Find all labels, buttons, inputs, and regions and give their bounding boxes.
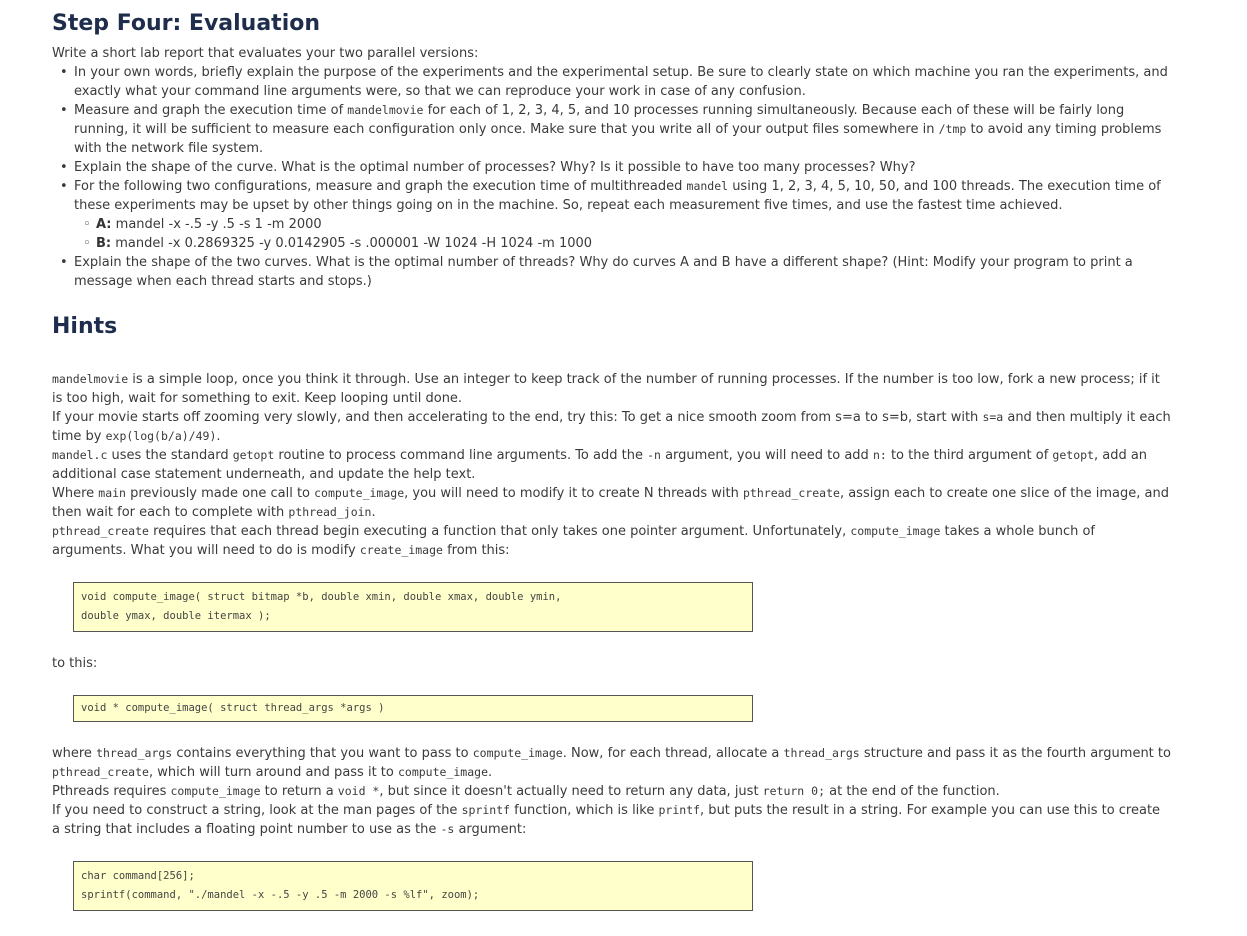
text: For the following two configurations, measure and graph the execution time of multithreaded [74, 179, 687, 194]
config-list [74, 215, 1172, 253]
text: at the end of the function. [825, 784, 1000, 799]
hint-paragraph [52, 782, 1172, 801]
inline-code: void * [337, 784, 380, 798]
inline-code: main [98, 486, 126, 500]
text: using 1, 2, 3, 4, 5, 10, 50, and 100 threads. The execution time of these experiments may be upset by other things going on in the machine. So, repeat each measurement five times, and use the fastest time achieved. [74, 179, 1161, 213]
config-label: B: [96, 236, 112, 251]
list-item [74, 177, 1172, 253]
hint-paragraph [52, 801, 1172, 839]
text: , add an additional case statement underneath, and update the help text. [52, 448, 1148, 482]
text: , which will turn around and pass it to [148, 765, 398, 780]
text: . Now, for each thread, allocate a [562, 746, 784, 761]
text: for each of 1, 2, 3, 4, 5, and 10 processes running simultaneously. Because each of these will be fairly long running, it will be sufficient to measure each configuration only once. Make sure that you write all of your output files somewhere in [74, 103, 1125, 137]
text: structure and pass it as the fourth argument to [859, 746, 1171, 761]
text: , but since it doesn't actually need to return any data, just [379, 784, 763, 799]
text: function, which is like [510, 803, 659, 818]
config-command: mandel -x 0.2869325 -y 0.0142905 -s .000001 -W 1024 -H 1024 -m 1000 [115, 236, 593, 251]
inline-code: -n [647, 448, 661, 462]
code-block-original-signature: void compute_image( struct bitmap *b, double xmin, double xmax, double ymin, double ymax, double itermax ); [73, 582, 753, 632]
text: uses the standard [107, 448, 233, 463]
inline-code: getopt [232, 448, 275, 462]
config-item-b [96, 234, 1172, 253]
inline-code: return 0; [762, 784, 825, 798]
text: where [52, 746, 97, 761]
code-block-new-signature: void * compute_image( struct thread_args *args ) [73, 695, 753, 722]
list-item [74, 101, 1172, 158]
text: . [371, 505, 376, 520]
inline-code: pthread_create [743, 486, 840, 500]
text: If you need to construct a string, look at the man pages of the [52, 803, 462, 818]
inline-code: compute_image [850, 524, 941, 538]
inline-code: thread_args [783, 746, 860, 760]
hint-paragraph [52, 522, 1172, 560]
inline-code: n: [872, 448, 887, 462]
eval-intro: Write a short lab report that evaluates your two parallel versions: [52, 46, 479, 61]
text: to avoid any timing problems with the network file system. [74, 122, 1162, 156]
list-item [74, 63, 1172, 101]
hint-paragraph [52, 446, 1172, 484]
inline-code: pthread_join [288, 505, 372, 519]
inline-code: pthread_create [52, 524, 149, 538]
text: to return a [260, 784, 338, 799]
inline-code: compute_image [397, 765, 488, 779]
text: Where [52, 486, 99, 501]
text: Explain the shape of the curve. What is the optimal number of processes? Why? Is it possible to have too many processes? Why? [74, 160, 916, 175]
text: routine to process command line arguments. To add the [274, 448, 648, 463]
list-item [74, 253, 1172, 291]
inline-code: sprintf [461, 803, 511, 817]
inline-code: pthread_create [52, 765, 149, 779]
text: requires that each thread begin executing a function that only takes one pointer argument. Unfortunately, [148, 524, 851, 539]
section-title-hints: Hints [52, 314, 118, 339]
text: , you will need to modify it to create N threads with [404, 486, 743, 501]
list-item [74, 158, 1172, 177]
hint-paragraph [52, 370, 1172, 408]
text: Explain the shape of the two curves. What is the optimal number of threads? Why do curves A and B have a different shape? (Hint: Modify your program to print a message when each thread starts and stops.) [74, 255, 1133, 289]
inline-code: mandel [686, 179, 729, 193]
text: takes a whole bunch of arguments. What you will need to do is modify [52, 524, 1096, 558]
config-item-a [96, 215, 1172, 234]
text: argument, you will need to add [660, 448, 873, 463]
inline-code: thread_args [96, 746, 173, 760]
inline-code: s=a [982, 410, 1004, 424]
text: from this: [442, 543, 510, 558]
text: to the third argument of [886, 448, 1053, 463]
code-block-sprintf-example: char command[256]; sprintf(command, "./mandel -x -.5 -y .5 -m 2000 -s %lf", zoom); [73, 861, 753, 911]
text: Pthreads requires [52, 784, 171, 799]
text: , assign each to create one slice of the image, and then wait for each to complete with [52, 486, 1169, 520]
text: and then multiply it each time by [52, 410, 1171, 444]
inline-code: /tmp [938, 122, 967, 136]
inline-code: mandel.c [52, 448, 108, 462]
inline-code: getopt [1052, 448, 1094, 462]
inline-code: mandelmovie [347, 103, 424, 117]
text: argument: [454, 822, 527, 837]
text: is a simple loop, once you think it through. Use an integer to keep track of the number of running processes. If the number is too low, fork a new process; if it is too high, wait for something to exit. Keep looping until done. [52, 372, 1160, 406]
section-title-evaluation: Step Four: Evaluation [52, 11, 321, 36]
inline-code: compute_image [314, 486, 405, 500]
inline-code: printf [658, 803, 701, 817]
text: If your movie starts off zooming very slowly, and then accelerating to the end, try this: To get a nice smooth zoom from s=a to s=b, start with [52, 410, 983, 425]
text: contains everything that you want to pass to [172, 746, 473, 761]
text: . [488, 765, 493, 780]
text: Measure and graph the execution time of [74, 103, 348, 118]
inline-code: create_image [359, 543, 443, 557]
text: previously made one call to [125, 486, 315, 501]
text: , but puts the result in a string. For example you can use this to create a string that includes a floating point number to use as the [52, 803, 1161, 837]
inline-code: compute_image [472, 746, 563, 760]
text: In your own words, briefly explain the purpose of the experiments and the experimental setup. Be sure to clearly state on which machine you ran the experiments, and exactly what your command line arguments were, so that we can reproduce your work in case of any confusion. [74, 65, 1168, 99]
config-command: mandel -x -.5 -y .5 -s 1 -m 2000 [115, 217, 322, 232]
inline-code: compute_image [170, 784, 261, 798]
config-label: A: [96, 217, 112, 232]
text: . [216, 429, 221, 444]
inline-code: -s [440, 822, 455, 836]
inline-code: exp(log(b/a)/49) [105, 429, 217, 443]
evaluation-list [52, 63, 1172, 291]
hints-body [52, 370, 1172, 911]
hint-paragraph [52, 484, 1172, 522]
inline-code: mandelmovie [52, 372, 129, 386]
hint-paragraph [52, 744, 1172, 782]
hint-paragraph: to this: [52, 656, 98, 671]
hint-paragraph [52, 408, 1172, 446]
